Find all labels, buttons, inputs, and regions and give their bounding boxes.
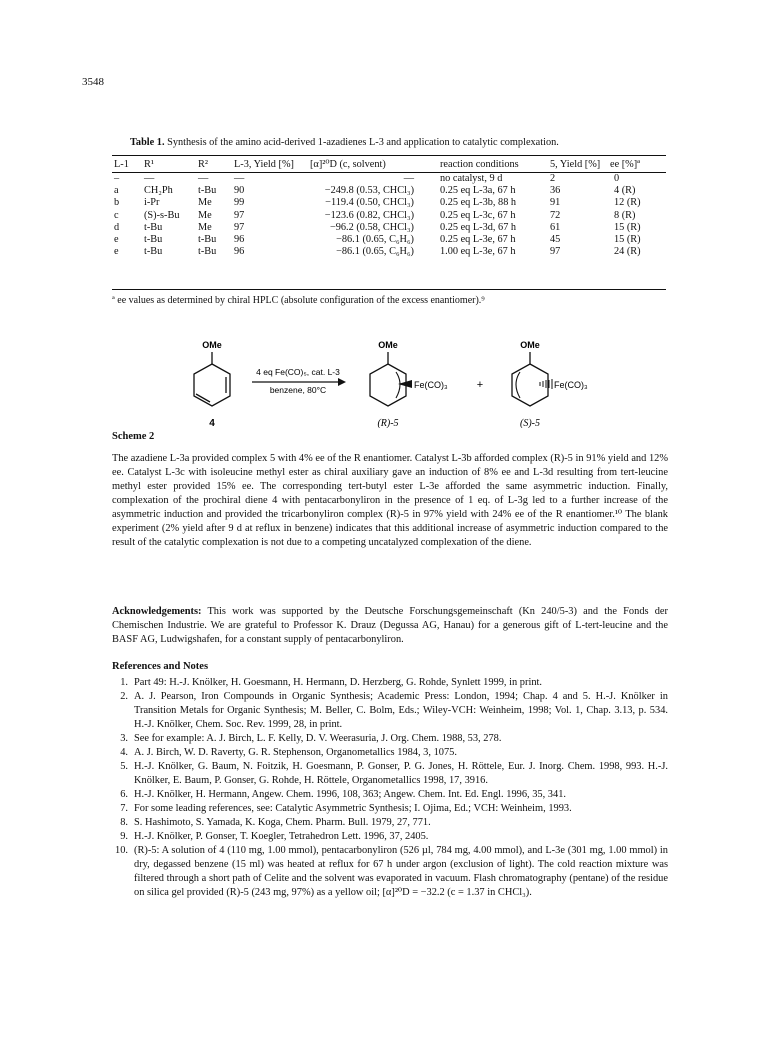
- ack-label: Acknowledgements:: [112, 606, 202, 617]
- cell: e: [114, 246, 119, 258]
- cell: 2: [550, 173, 556, 184]
- cell: —: [198, 173, 209, 184]
- cell: 97: [550, 246, 561, 258]
- col-header: L-1: [114, 158, 129, 170]
- table-caption: [130, 137, 559, 148]
- references-list: [112, 676, 668, 900]
- cell: no catalyst, 9 d: [440, 173, 503, 184]
- reference-item: [112, 760, 668, 788]
- table-bottom-rule: [112, 289, 666, 290]
- compound-s5-label: (S)-5: [520, 418, 540, 428]
- cell: t-Bu: [144, 246, 163, 258]
- col-header: R²: [198, 158, 208, 170]
- ref-number: 9.: [120, 831, 128, 842]
- body-paragraph: The azadiene L-3a provided complex 5 with 4% ee of the R enantiomer. Catalyst L-3b afforded complex (R)-5 in 91% yield and 12% ee. Catalyst L-3c with isoleucine methyl ester as chiral auxiliary gave an induction of 8% ee and L-3d resulting from tert-leucine methyl ester provided 15% ee. The corresponding tert-butyl ester L-3e afforded the same asymmetric induction. Finally, complexation of the prochiral diene 4 with pentacarbonyliron in the presence of 1 eq. of L-3g led to a further increase of the asymmetric induction and provided the tricarbonyliron complex (R)-5 in 97% yield with 24% ee of the R enantiomer.¹⁰ The blank experiment (2% yield after 9 d at reflux in benzene) indicates that this additional increase of asymmetric induction compared to the result of the catalytic complexation is not due to a competing uncatalyzed complexation of the diene.: [112, 453, 668, 548]
- ref-text: (R)-5: A solution of 4 (110 mg, 1.00 mmol), pentacarbonyliron (526 µl, 784 mg, 4.00 mmol), and L-3e (301 mg, 1.00 mmol) in dry, degassed benzene (15 ml) was heated at reflux for 67 h under argon (exclusion of light). The cold reaction mixture was filtered through a short path of Celite and the solvent was evaporated in vacuum. Flash chromatography (pentane) of the residue on silica gel provided (R)-5 (243 mg, 97%) as a yellow oil; [α]²⁰D = −32.2 (c = 1.37 in CHCl₃).: [134, 845, 668, 898]
- cell: 24 (R): [614, 246, 641, 258]
- cell: t-Bu: [144, 234, 163, 246]
- table-top-rule: [112, 155, 666, 156]
- cell: 15 (R): [614, 221, 641, 233]
- compound-4-structure: [194, 352, 230, 406]
- cell: d: [114, 221, 120, 233]
- cell: −249.8 (0.53, CHCl₃): [324, 185, 414, 197]
- compound-s5-structure: [512, 352, 548, 406]
- table-caption-text: Synthesis of the amino acid-derived 1-azadienes L-3 and application to catalytic complexation.: [164, 137, 559, 148]
- cell: 97: [234, 209, 245, 221]
- ref-text: H.-J. Knölker, G. Baum, N. Foitzik, H. Goesmann, P. Gonser, P. G. Jones, H. Röttele, Eur. J. Inorg. Chem. 1998, 993. H.-J. Knölker, E. Baum, P. Gonser, G. Rohde, H. Röttele, Organometallics 1998, 17, 3916.: [134, 761, 668, 786]
- hash-bond-icon: [540, 379, 552, 389]
- arrow-head-icon: [338, 378, 346, 386]
- table-row: [112, 210, 666, 222]
- table-row: [112, 197, 666, 209]
- fe-co3-label: Fe(CO)₃: [414, 380, 448, 390]
- table-row: [112, 234, 666, 246]
- cell: t-Bu: [198, 185, 217, 197]
- cell: 0.25 eq L-3b, 88 h: [440, 197, 517, 209]
- cell: t-Bu: [144, 221, 163, 233]
- ref-text: H.-J. Knölker, P. Gonser, T. Koegler, Tetrahedron Lett. 1996, 37, 2405.: [134, 831, 429, 842]
- fe-co3-label: Fe(CO)₃: [554, 380, 588, 390]
- reference-item: [112, 690, 668, 732]
- cell: 96: [234, 246, 245, 258]
- ack-text: This work was supported by the Deutsche Forschungsgemeinschaft (Kn 240/5-3) and the Fonds der Chemischen Industrie. We are grateful to Professor K. Drauz (Degussa AG, Hanau) for a generous gift of L-tert-leucine and the BASF AG, Ludwigshafen, for a constant supply of pentacarbonyliron.: [112, 606, 668, 645]
- ome-label: OMe: [520, 340, 540, 350]
- ref-number: 4.: [120, 747, 128, 758]
- cell: 72: [550, 209, 561, 221]
- cell: −96.2 (0.58, CHCl₃): [329, 221, 414, 233]
- col-header: ee [%]ª: [610, 158, 640, 170]
- acknowledgements: [112, 605, 668, 647]
- ref-text: A. J. Birch, W. D. Raverty, G. R. Stephenson, Organometallics 1984, 3, 1075.: [134, 747, 457, 758]
- cell: a: [114, 185, 119, 197]
- compound-r5-label: (R)-5: [377, 418, 399, 428]
- table-row: [112, 185, 666, 197]
- cell: 96: [234, 234, 245, 246]
- ref-number: 7.: [120, 803, 128, 814]
- compound-4-label: 4: [209, 418, 215, 428]
- cell: −86.1 (0.65, C₆H₆): [336, 234, 414, 246]
- cell: b: [114, 197, 120, 209]
- reference-item: [112, 676, 668, 690]
- cell: c: [114, 209, 119, 221]
- cell: 0: [614, 173, 620, 184]
- reagent-top: 4 eq Fe(CO)₅, cat. L-3: [256, 367, 340, 377]
- compound-r5-structure: [370, 352, 406, 406]
- cell: t-Bu: [198, 246, 217, 258]
- scheme-2-diagram: [112, 318, 672, 428]
- cell: −119.4 (0.50, CHCl₃): [325, 197, 414, 209]
- cell: –: [114, 173, 120, 184]
- plus-sign: +: [476, 379, 484, 391]
- col-header: L-3, Yield [%]: [234, 158, 294, 170]
- cell: 90: [234, 185, 245, 197]
- page-number: 3548: [82, 76, 104, 88]
- cell: 0.25 eq L-3e, 67 h: [440, 234, 516, 246]
- ref-text: H.-J. Knölker, H. Hermann, Angew. Chem. 1996, 108, 363; Angew. Chem. Int. Ed. Engl. 1996, 35, 341.: [134, 789, 566, 800]
- cell: 12 (R): [614, 197, 641, 209]
- cell: Me: [198, 221, 212, 233]
- reference-item: [112, 732, 668, 746]
- ref-number: 6.: [120, 789, 128, 800]
- cell: —: [144, 173, 155, 184]
- cell: i-Pr: [144, 197, 160, 209]
- ref-text: Part 49: H.-J. Knölker, H. Goesmann, H. Hermann, D. Herzberg, G. Rohde, Synlett 1999, in print.: [134, 677, 543, 688]
- table-row: [112, 246, 666, 258]
- cell: 0.25 eq L-3d, 67 h: [440, 221, 517, 233]
- table-header-row: [112, 157, 666, 173]
- cell: 8 (R): [614, 209, 636, 221]
- cell: CH₂Ph: [144, 185, 173, 197]
- cell: 99: [234, 197, 245, 209]
- cell: t-Bu: [198, 234, 217, 246]
- cell: Me: [198, 197, 212, 209]
- cell: −86.1 (0.65, C₆H₆): [336, 246, 414, 258]
- ref-text: S. Hashimoto, S. Yamada, K. Koga, Chem. Pharm. Bull. 1979, 27, 771.: [134, 817, 431, 828]
- table-caption-label: Table 1.: [130, 137, 165, 148]
- col-header: reaction conditions: [440, 158, 519, 170]
- reagent-bottom: benzene, 80°C: [269, 385, 327, 395]
- col-header: 5, Yield [%]: [550, 158, 601, 170]
- table-footnote: ª ee values as determined by chiral HPLC (absolute configuration of the excess enantiomer).⁹: [112, 295, 485, 306]
- cell: 97: [234, 221, 245, 233]
- cell: Me: [198, 209, 212, 221]
- ref-number: 2.: [120, 691, 128, 702]
- ref-number: 1.: [120, 677, 128, 688]
- ref-text: A. J. Pearson, Iron Compounds in Organic Synthesis; Academic Press: London, 1994; Chap. 4 and 5. H.-J. Knölker in Transition Metals for Organic Synthesis; M. Beller, C. Bolm, Eds.; Wiley-VCH: Weinheim, 1998; Vol. 1, Chap. 3.13, p. 534. H.-J. Knölker, Chem. Soc. Rev. 1999, 28, in print.: [134, 691, 668, 730]
- ome-label: OMe: [378, 340, 398, 350]
- ref-text: See for example: A. J. Birch, L. F. Kelly, D. V. Weerasuria, J. Org. Chem. 1988, 53, 278.: [134, 733, 502, 744]
- ref-number: 8.: [120, 817, 128, 828]
- reference-item: [112, 802, 668, 816]
- cell: 0.25 eq L-3c, 67 h: [440, 209, 516, 221]
- cell: 36: [550, 185, 561, 197]
- results-table: [112, 157, 666, 258]
- col-header: R¹: [144, 158, 154, 170]
- col-header: [α]²⁰D (c, solvent): [310, 158, 386, 170]
- references-title: References and Notes: [112, 661, 209, 672]
- ref-number: 10.: [115, 845, 128, 856]
- cell: 4 (R): [614, 185, 636, 197]
- cell: —: [403, 173, 414, 184]
- cell: 15 (R): [614, 234, 641, 246]
- cell: 0.25 eq L-3a, 67 h: [440, 185, 516, 197]
- ref-number: 5.: [120, 761, 128, 772]
- reference-item: [112, 830, 668, 844]
- cell: (S)-s-Bu: [144, 209, 180, 221]
- ref-number: 3.: [120, 733, 128, 744]
- cell: e: [114, 234, 119, 246]
- cell: 1.00 eq L-3e, 67 h: [440, 246, 516, 258]
- reference-item: [112, 746, 668, 760]
- reference-item: [112, 816, 668, 830]
- scheme-label: Scheme 2: [112, 431, 155, 442]
- cell: —: [234, 173, 245, 184]
- ome-label: OMe: [202, 340, 222, 350]
- table-row: [112, 173, 666, 185]
- cell: 61: [550, 221, 561, 233]
- reference-item: [112, 788, 668, 802]
- cell: 91: [550, 197, 561, 209]
- cell: −123.6 (0.82, CHCl₃): [324, 209, 414, 221]
- cell: 45: [550, 234, 561, 246]
- table-row: [112, 222, 666, 234]
- ref-text: For some leading references, see: Catalytic Asymmetric Synthesis; I. Ojima, Ed.; VCH: Weinheim, 1993.: [134, 803, 572, 814]
- reference-item: [112, 844, 668, 900]
